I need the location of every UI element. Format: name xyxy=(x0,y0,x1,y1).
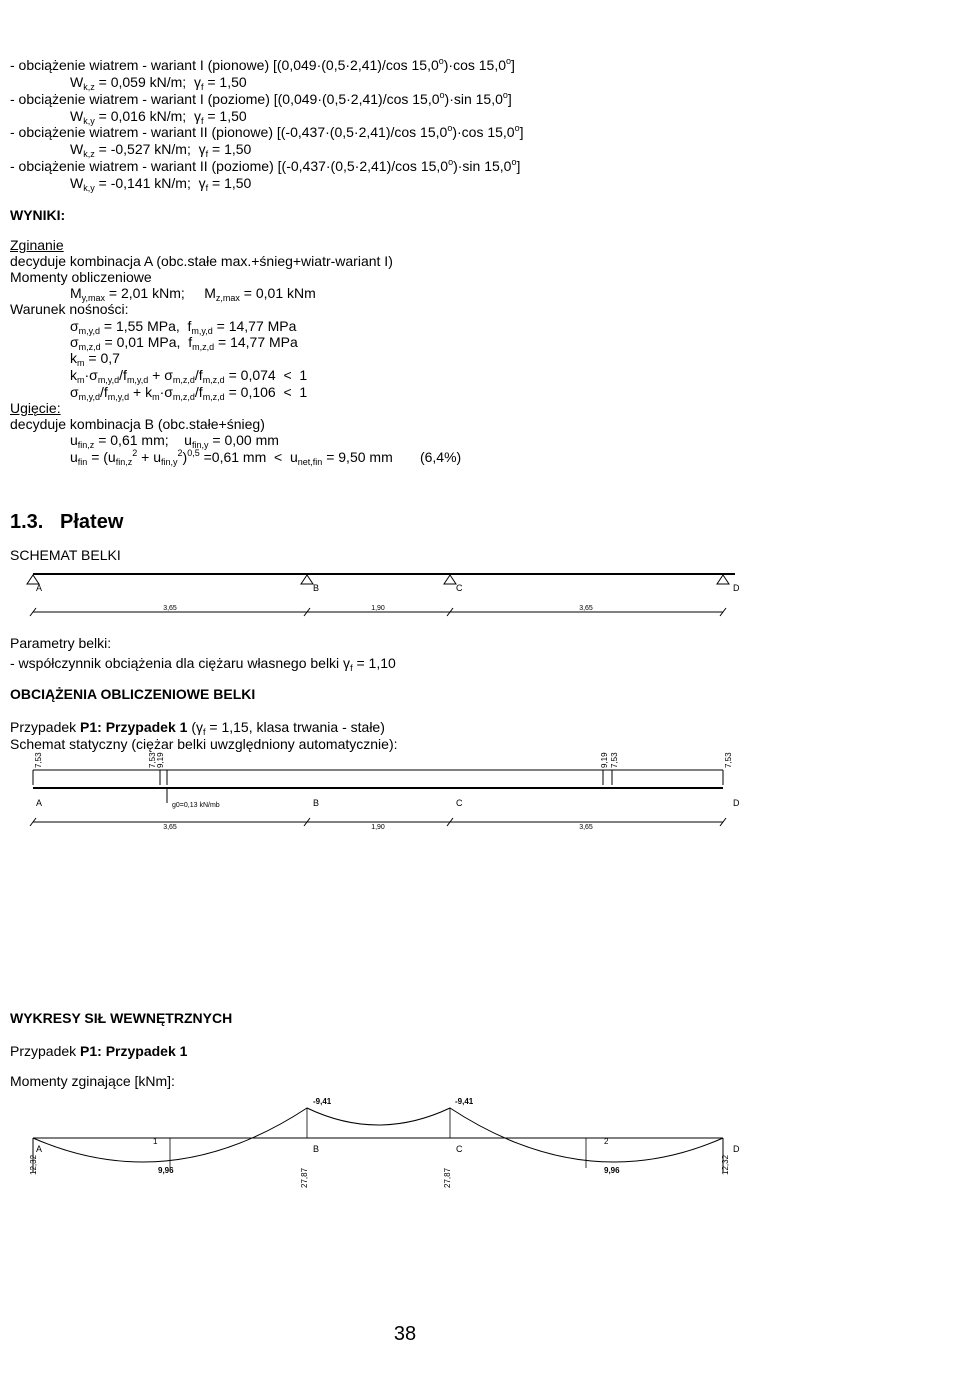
load-support-a: A xyxy=(36,798,43,808)
load-support-b: B xyxy=(313,798,320,808)
wind-load-2-text: - obciążenie wiatrem - wariant I (poziome) [(0,049·(0,5·2,41)/cos $15,0^o)\cdot\sin$ 15,0$^o$] xyxy=(10,90,512,107)
scheme-title: SCHEMAT BELKI xyxy=(10,547,121,563)
moments-line: $M_{y,max} = 2,01$ kNm; $M_{z,max} = 0,01$ kNm xyxy=(70,285,316,303)
page-number: 38 xyxy=(393,1323,417,1345)
forces-title: WYKRESY SIŁ WEWNĘTRZNYCH xyxy=(10,1010,233,1026)
capacity-line-5: $\sigma_{m,y,d}/f_{m,y,d} + k_m\cdot\sigma_{m,z,d}/f_{m,z,d} = 0,106 < 1$ xyxy=(70,384,308,402)
scheme-diagram xyxy=(27,574,740,616)
load-value-4: 9,19 xyxy=(600,752,609,768)
node-2-label: 2 xyxy=(604,1137,609,1146)
deflection-line-1: $u_{fin,z} = 0,61$ mm; $u_{fin,y} = 0,00$ mm xyxy=(70,432,279,450)
capacity-line-2: $\sigma_{m,z,d} = 0,01$ MPa, $f_{m,z,d} = 14,77$ MPa xyxy=(70,334,298,352)
params-title: Parametry belki: xyxy=(10,635,112,651)
reaction-d: 12,32 xyxy=(721,1154,730,1175)
load-span-3: 3,65 xyxy=(579,824,593,831)
support-c-symbol xyxy=(444,575,456,584)
load-support-c: C xyxy=(456,798,463,808)
results-title: WYNIKI: xyxy=(10,207,66,223)
load-value-5: 7,53 xyxy=(610,752,619,768)
self-weight-label: g0=0,13 kN/mb xyxy=(172,802,220,809)
wind-load-2-value: $W_{k,y} = 0,016$ kN/m; $\gamma_f = 1,50$ xyxy=(70,108,247,126)
loads-title: OBCIĄŻENIA OBLICZENIOWE BELKI xyxy=(10,686,256,702)
loads-case-line: Przypadek P1: Przypadek 1 ($\gamma_f = 1,15$, klasa trwania - stałe) xyxy=(10,719,385,737)
capacity-line-1: $\sigma_{m,y,d} = 1,55$ MPa, $f_{m,y,d} = 14,77$ MPa xyxy=(70,318,297,336)
span-moment-3: 9,96 xyxy=(604,1166,620,1175)
wind-load-3-value: $W_{k,z} = -0,527$ kN/m; $\gamma_f = 1,50$ xyxy=(70,141,252,159)
scheme-span-1: 3,65 xyxy=(163,605,177,612)
reaction-b: 27,87 xyxy=(300,1167,309,1188)
span-moment-1: 9,96 xyxy=(158,1166,174,1175)
deflection-line-2: $u_{fin} = (u_{fin,z}^2 + u_{fin,y}^2)^{0,5} =0,61$ mm < $u_{net,fin} = 9,50$ mm (6,4%) xyxy=(70,448,462,467)
wind-load-1-value: $W_{k,z} = 0,059$ kN/m; $\gamma_f = 1,50$ xyxy=(70,74,247,92)
scheme-span-2: 1,90 xyxy=(371,605,385,612)
scheme-span-3: 3,65 xyxy=(579,605,593,612)
moment-support-b: B xyxy=(313,1144,320,1154)
moment-diagram xyxy=(29,1097,740,1188)
load-value-1: 7,53 xyxy=(34,752,43,768)
section-number: 1.3. xyxy=(10,511,44,533)
capacity-line-3: $k_m = 0,7$ xyxy=(70,350,120,368)
moment-curve xyxy=(33,1108,723,1162)
bending-combo: decyduje kombinacja A (obc.stałe max.+śnieg+wiatr-wariant I) xyxy=(10,253,393,269)
scheme-support-a-label: A xyxy=(36,583,43,593)
moments-title: Momenty obliczeniowe xyxy=(10,269,152,285)
support-d-symbol xyxy=(717,575,729,584)
params-line: - współczynnik obciążenia dla ciężaru własnego belki $\gamma_f = 1,10$ xyxy=(10,655,396,673)
support-moment-b: -9,41 xyxy=(313,1097,332,1106)
node-1-label: 1 xyxy=(153,1137,158,1146)
bending-title: Zginanie xyxy=(10,237,64,253)
forces-case-line: Przypadek P1: Przypadek 1 xyxy=(10,1043,188,1059)
load-span-1: 3,65 xyxy=(163,824,177,831)
support-moment-c: -9,41 xyxy=(455,1097,474,1106)
moment-support-d: D xyxy=(733,1144,740,1154)
moment-support-a: A xyxy=(36,1144,43,1154)
load-value-6: 7,53 xyxy=(724,752,733,768)
forces-moments-title: Momenty zginające [kNm]: xyxy=(10,1073,175,1089)
load-span-2: 1,90 xyxy=(371,824,385,831)
capacity-line-4: $k_m\cdot\sigma_{m,y,d}/f_{m,y,d} + \sigma_{m,z,d}/f_{m,z,d} = 0,074 < 1$ xyxy=(70,367,308,385)
section-title: Płatew xyxy=(60,511,124,533)
wind-load-4-value: $W_{k,y} = -0,141$ kN/m; $\gamma_f = 1,50$ xyxy=(70,175,252,193)
wind-load-3-text: - obciążenie wiatrem - wariant II (pionowe) [(-0,437·(0,5·2,41)/cos $15,0^o)\cdot\cos$ 15,0$^o$] xyxy=(10,123,524,140)
moment-support-c: C xyxy=(456,1144,463,1154)
load-value-2: 7,53 xyxy=(148,752,157,768)
reaction-c: 27,87 xyxy=(443,1167,452,1188)
scheme-support-d-label: D xyxy=(733,583,740,593)
load-value-3: 9,19 xyxy=(156,752,165,768)
wind-load-1-text: - obciążenie wiatrem - wariant I (pionowe) [(0,049·(0,5·2,41)/cos $15,0^o)\cdot\cos$ 15,0$^o$] xyxy=(10,56,515,73)
loads-schema-line: Schemat statyczny (ciężar belki uwzględniony automatycznie): xyxy=(10,736,398,752)
scheme-support-b-label: B xyxy=(313,583,320,593)
load-support-d: D xyxy=(733,798,740,808)
capacity-title: Warunek nośności: xyxy=(10,301,129,317)
support-b-symbol xyxy=(301,575,313,584)
load-diagram xyxy=(30,752,740,831)
reaction-a: 12,32 xyxy=(29,1154,38,1175)
scheme-support-c-label: C xyxy=(456,583,463,593)
deflection-title: Ugięcie: xyxy=(10,400,61,416)
wind-load-4-text: - obciążenie wiatrem - wariant II (poziome) [(-0,437·(0,5·2,41)/cos $15,0^o)\cdot\sin$ 15,0$^o$] xyxy=(10,157,521,174)
deflection-combo: decyduje kombinacja B (obc.stałe+śnieg) xyxy=(10,416,265,432)
